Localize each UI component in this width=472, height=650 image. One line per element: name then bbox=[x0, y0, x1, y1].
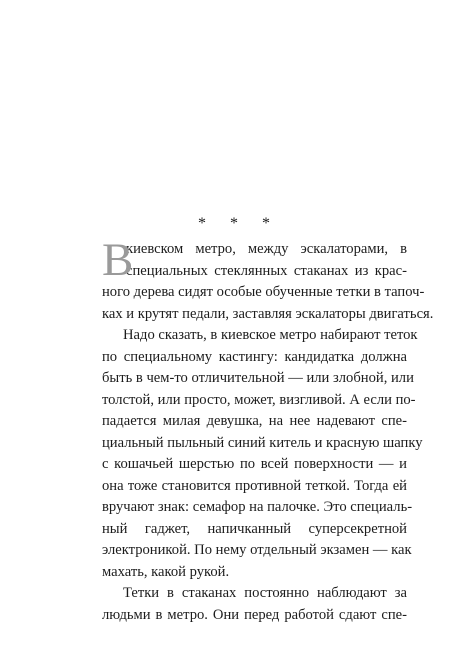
text-line: по специальному кастингу: кандидатка должна bbox=[102, 348, 407, 365]
paragraph-3 bbox=[102, 583, 407, 626]
text-line: киевском метро, между эскалаторами, в bbox=[126, 241, 407, 257]
drop-cap-letter: В bbox=[102, 234, 134, 286]
paragraph-1 bbox=[102, 234, 434, 325]
text-line: с кошачьей шерстью по всей поверхности — и bbox=[102, 456, 407, 472]
text-line: Тетки в стаканах постоянно наблюдают за bbox=[123, 585, 407, 601]
text-line: циальный пыльный синий китель и красную шапку bbox=[102, 434, 423, 451]
text-line: Надо сказать, в киевское метро набирают теток bbox=[123, 327, 418, 343]
paragraph-2 bbox=[102, 325, 423, 583]
text-line: людьми в метро. Они перед работой сдают спе- bbox=[102, 606, 407, 623]
text-line: ного дерева сидят особые обученные тетки в тапоч- bbox=[102, 284, 425, 300]
text-line: вручают знак: семафор на палочке. Это специаль- bbox=[102, 499, 413, 515]
text-line: быть в чем-то отличительной — или злобной, или bbox=[102, 370, 414, 386]
section-divider: * * * bbox=[198, 215, 280, 232]
text-line: она тоже становится противной теткой. Тогда ей bbox=[102, 477, 407, 494]
text-line: махать, какой рукой. bbox=[102, 563, 230, 580]
text-line: ках и крутят педали, заставляя эскалаторы двигаться. bbox=[102, 305, 434, 322]
text-line: падается милая девушка, на нее надевают спе- bbox=[102, 413, 407, 429]
text-line: специальных стеклянных стаканах из крас- bbox=[126, 262, 407, 279]
text-line: электроникой. По нему отдельный экзамен — как bbox=[102, 542, 412, 558]
text-line: ный гаджет, напичканный суперсекретной bbox=[102, 520, 407, 537]
text-line: толстой, или просто, может, визгливой. А если по- bbox=[102, 391, 416, 408]
body-text bbox=[102, 234, 434, 626]
